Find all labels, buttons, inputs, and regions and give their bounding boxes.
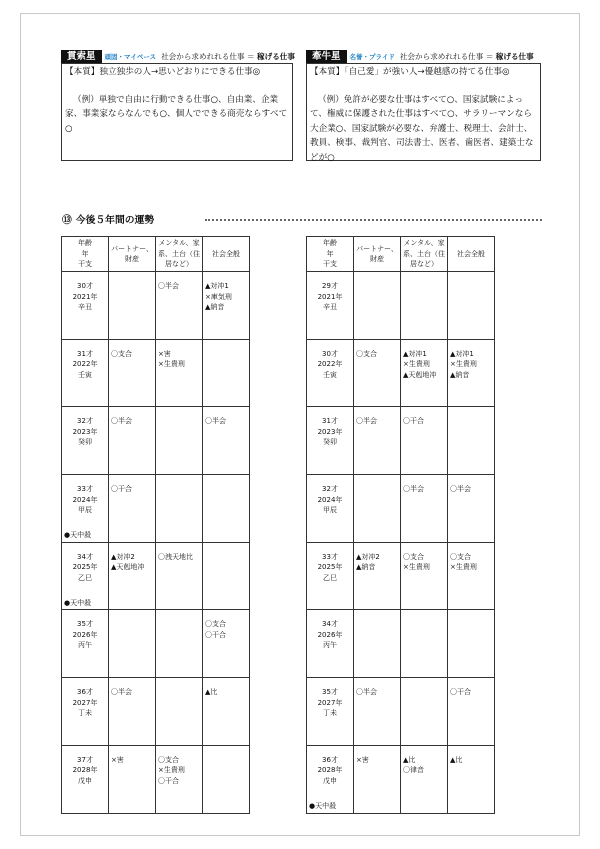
year-cell <box>307 407 354 475</box>
social-cell-text: ▲比 <box>450 755 463 764</box>
partner-cell <box>109 272 156 340</box>
year-cell <box>307 610 354 678</box>
right-table-header-row <box>307 237 495 272</box>
header-partner-text: パートナー、 財産 <box>111 244 153 263</box>
mental-cell-text: 〇干合 <box>403 417 424 426</box>
year-cell-text: 32才 2023年 癸卯 <box>72 417 98 447</box>
mental-cell <box>401 339 448 407</box>
table-row <box>62 407 250 475</box>
partner-cell-text: 〇支合 <box>356 349 377 358</box>
social-cell-text: ▲対冲1 ×庫気刑 ▲納音 <box>205 282 232 311</box>
partner-cell-text: 〇半会 <box>111 417 132 426</box>
table-row <box>62 475 250 543</box>
year-cell <box>307 678 354 746</box>
table-row <box>307 745 495 813</box>
partner-cell <box>354 407 401 475</box>
mental-cell <box>401 610 448 678</box>
year-cell-text: 30才 2021年 辛丑 <box>72 282 98 311</box>
section-title <box>62 212 154 226</box>
table-row <box>62 678 250 746</box>
right-star-tagline <box>400 51 534 62</box>
right-fortune-table <box>306 236 495 814</box>
mental-cell <box>401 475 448 543</box>
table-row <box>307 542 495 610</box>
year-cell-text: 34才 2025年 乙巳 <box>72 552 98 582</box>
header-partner-text: パートナー、 財産 <box>356 244 398 263</box>
year-cell <box>62 610 109 678</box>
mental-cell <box>401 678 448 746</box>
year-cell <box>62 745 109 813</box>
partner-cell-text: 〇半会 <box>356 688 377 697</box>
year-cell <box>62 339 109 407</box>
year-cell <box>307 542 354 610</box>
right-star-essence: 【本質】「自己愛」が強い人→優越感の持てる仕事◎ <box>310 67 510 77</box>
table-row <box>62 272 250 340</box>
partner-cell <box>109 678 156 746</box>
header-year-text: 年齢 年 干支 <box>323 239 337 269</box>
header-mental <box>156 237 203 272</box>
left-star-name: 貫索星 <box>61 50 102 63</box>
year-cell <box>307 339 354 407</box>
social-cell <box>203 475 250 543</box>
partner-cell <box>109 339 156 407</box>
mental-cell <box>401 542 448 610</box>
tenchusatsu-mark: ●天中殺 <box>64 531 92 540</box>
partner-cell-text: ×害 <box>111 755 124 764</box>
mental-cell <box>156 542 203 610</box>
year-cell <box>62 678 109 746</box>
header-mental <box>401 237 448 272</box>
year-cell-text: 35才 2026年 丙午 <box>72 620 98 650</box>
table-row <box>307 272 495 340</box>
left-star-tagline-prefix: 社会から求めれれる仕事 ＝ <box>161 52 258 61</box>
table-row <box>307 610 495 678</box>
section-dotted-rule <box>205 219 542 221</box>
partner-cell-text: ▲対冲2 ▲納音 <box>356 552 380 572</box>
header-year-text: 年齢 年 干支 <box>78 239 92 269</box>
table-row <box>307 407 495 475</box>
mental-cell-text: 〇支合 ×生貴刑 〇干合 <box>158 755 185 785</box>
mental-cell-text: 〇洩天地比 <box>158 552 193 561</box>
social-cell <box>448 339 495 407</box>
partner-cell-text: 〇支合 <box>111 349 132 358</box>
left-star-tagline <box>161 51 295 62</box>
left-fortune-table <box>61 236 250 814</box>
header-social <box>448 237 495 272</box>
social-cell <box>448 475 495 543</box>
mental-cell-text: 〇支合 ×生貴刑 <box>403 552 430 572</box>
social-cell-text: 〇支合 〇干合 <box>205 620 226 639</box>
left-table-header-row <box>62 237 250 272</box>
partner-cell <box>354 678 401 746</box>
section-number: ⑬ <box>62 215 72 226</box>
year-cell-text: 29才 2021年 辛丑 <box>317 282 343 311</box>
partner-cell <box>354 542 401 610</box>
mental-cell <box>156 745 203 813</box>
year-cell <box>62 407 109 475</box>
mental-cell <box>156 339 203 407</box>
partner-cell-text: ×害 <box>356 755 369 764</box>
tenchusatsu-mark: ●天中殺 <box>309 802 337 810</box>
mental-cell <box>401 272 448 340</box>
left-star-header <box>61 50 293 63</box>
partner-cell <box>109 542 156 610</box>
left-star-box <box>61 50 293 163</box>
year-cell-text: 36才 2027年 丁未 <box>72 688 98 718</box>
mental-cell <box>156 475 203 543</box>
header-year <box>62 237 109 272</box>
year-cell <box>307 272 354 340</box>
right-star-example: （例）免許が必要な仕事はすべて○、国家試験によって、権威に保護された仕事はすべて○、サラリーマンなら大企業○、国家試験が必要な、弁護士、税理士、会計士、教員、検事、裁判官、司法書士、医者、歯医者、建築士などが○ <box>310 94 534 163</box>
social-cell <box>448 745 495 813</box>
social-cell <box>448 407 495 475</box>
table-row <box>307 339 495 407</box>
year-cell-text: 33才 2024年 甲辰 <box>72 485 98 515</box>
social-cell <box>448 610 495 678</box>
mental-cell <box>156 272 203 340</box>
header-social-text: 社会全般 <box>212 249 240 258</box>
header-partner <box>109 237 156 272</box>
social-cell <box>203 339 250 407</box>
year-cell-text: 34才 2026年 丙午 <box>317 620 343 650</box>
header-social <box>203 237 250 272</box>
table-row <box>62 610 250 678</box>
partner-cell <box>109 475 156 543</box>
social-cell-text: 〇半会 <box>450 485 471 494</box>
year-cell-text: 31才 2022年 壬寅 <box>72 349 98 379</box>
partner-cell <box>109 610 156 678</box>
social-cell-text: ▲対冲1 ×生貴刑 ▲納音 <box>450 349 477 379</box>
mental-cell <box>156 678 203 746</box>
partner-cell <box>354 610 401 678</box>
right-star-tagline-prefix: 社会から求めれれる仕事 ＝ <box>399 52 496 61</box>
year-cell-text: 33才 2025年 乙巳 <box>317 552 343 582</box>
left-star-essence: 【本質】独立独歩の人→思いどおりにできる仕事◎ <box>65 67 261 77</box>
mental-cell-text: ▲対冲1 ×生貴刑 ▲天剋地冲 <box>403 349 437 379</box>
table-row <box>62 542 250 610</box>
left-star-example: （例）単独で自由に行動できる仕事○、自由業、企業家、事業家ならなんでも○、個人でできる商売ならすべて○ <box>65 94 288 134</box>
social-cell <box>203 678 250 746</box>
table-row <box>307 475 495 543</box>
table-row <box>62 745 250 813</box>
partner-cell-text: 〇干合 <box>111 485 132 494</box>
social-cell-text: 〇支合 ×生貴刑 <box>450 552 477 572</box>
right-star-tagline-bold: 稼げる仕事 <box>495 52 534 61</box>
partner-cell <box>109 745 156 813</box>
social-cell <box>448 542 495 610</box>
header-mental-text: メンタル、家 系、土台（住 居など） <box>403 239 445 269</box>
right-star-keywords: 名誉・プライド <box>349 53 395 61</box>
left-star-tagline-bold: 稼げる仕事 <box>257 52 295 61</box>
mental-cell-text: ×害 ×生貴刑 <box>158 349 185 369</box>
partner-cell-text: 〇半会 <box>356 417 377 426</box>
tenchusatsu-mark: ●天中殺 <box>64 598 92 607</box>
table-row <box>307 678 495 746</box>
social-cell-text: ▲比 <box>205 688 218 697</box>
header-mental-text: メンタル、家 系、土台（住 居など） <box>158 239 200 269</box>
right-star-box <box>306 50 541 163</box>
social-cell <box>448 272 495 340</box>
partner-cell <box>354 272 401 340</box>
header-social-text: 社会全般 <box>457 249 485 258</box>
year-cell-text: 35才 2027年 丁未 <box>317 688 343 718</box>
social-cell <box>203 542 250 610</box>
partner-cell <box>109 407 156 475</box>
mental-cell <box>156 610 203 678</box>
social-cell-text: 〇半会 <box>205 417 226 426</box>
year-cell-text: 31才 2023年 癸卯 <box>317 417 343 447</box>
year-cell-text: 32才 2024年 甲辰 <box>317 485 343 515</box>
partner-cell <box>354 339 401 407</box>
social-cell <box>203 407 250 475</box>
mental-cell-text: 〇半会 <box>158 282 179 290</box>
year-cell <box>62 475 109 543</box>
table-row <box>62 339 250 407</box>
mental-cell <box>156 407 203 475</box>
section-title-text: 今後５年間の運勢 <box>75 215 155 226</box>
partner-cell-text: 〇半会 <box>111 688 132 697</box>
year-cell-text: 37才 2028年 戊申 <box>72 755 98 785</box>
social-cell-text: 〇干合 <box>450 688 471 697</box>
social-cell <box>203 745 250 813</box>
left-star-keywords: 頑固・マイペース <box>104 53 157 61</box>
mental-cell <box>401 407 448 475</box>
year-cell <box>307 475 354 543</box>
social-cell <box>203 610 250 678</box>
year-cell <box>62 542 109 610</box>
year-cell <box>62 272 109 340</box>
left-star-body <box>61 63 293 161</box>
partner-cell <box>354 745 401 813</box>
year-cell-text: 36才 2028年 戊申 <box>317 755 343 785</box>
social-cell <box>203 272 250 340</box>
header-year <box>307 237 354 272</box>
mental-cell-text: 〇半会 <box>403 485 424 494</box>
right-star-header <box>306 50 541 63</box>
year-cell <box>307 745 354 813</box>
mental-cell <box>401 745 448 813</box>
partner-cell-text: ▲対冲2 ▲天剋地冲 <box>111 552 145 572</box>
mental-cell-text: ▲比 〇律音 <box>403 755 424 775</box>
right-star-name: 牽牛星 <box>306 50 347 63</box>
social-cell <box>448 678 495 746</box>
partner-cell <box>354 475 401 543</box>
right-star-body <box>306 63 541 161</box>
header-partner <box>354 237 401 272</box>
year-cell-text: 30才 2022年 壬寅 <box>317 349 343 379</box>
